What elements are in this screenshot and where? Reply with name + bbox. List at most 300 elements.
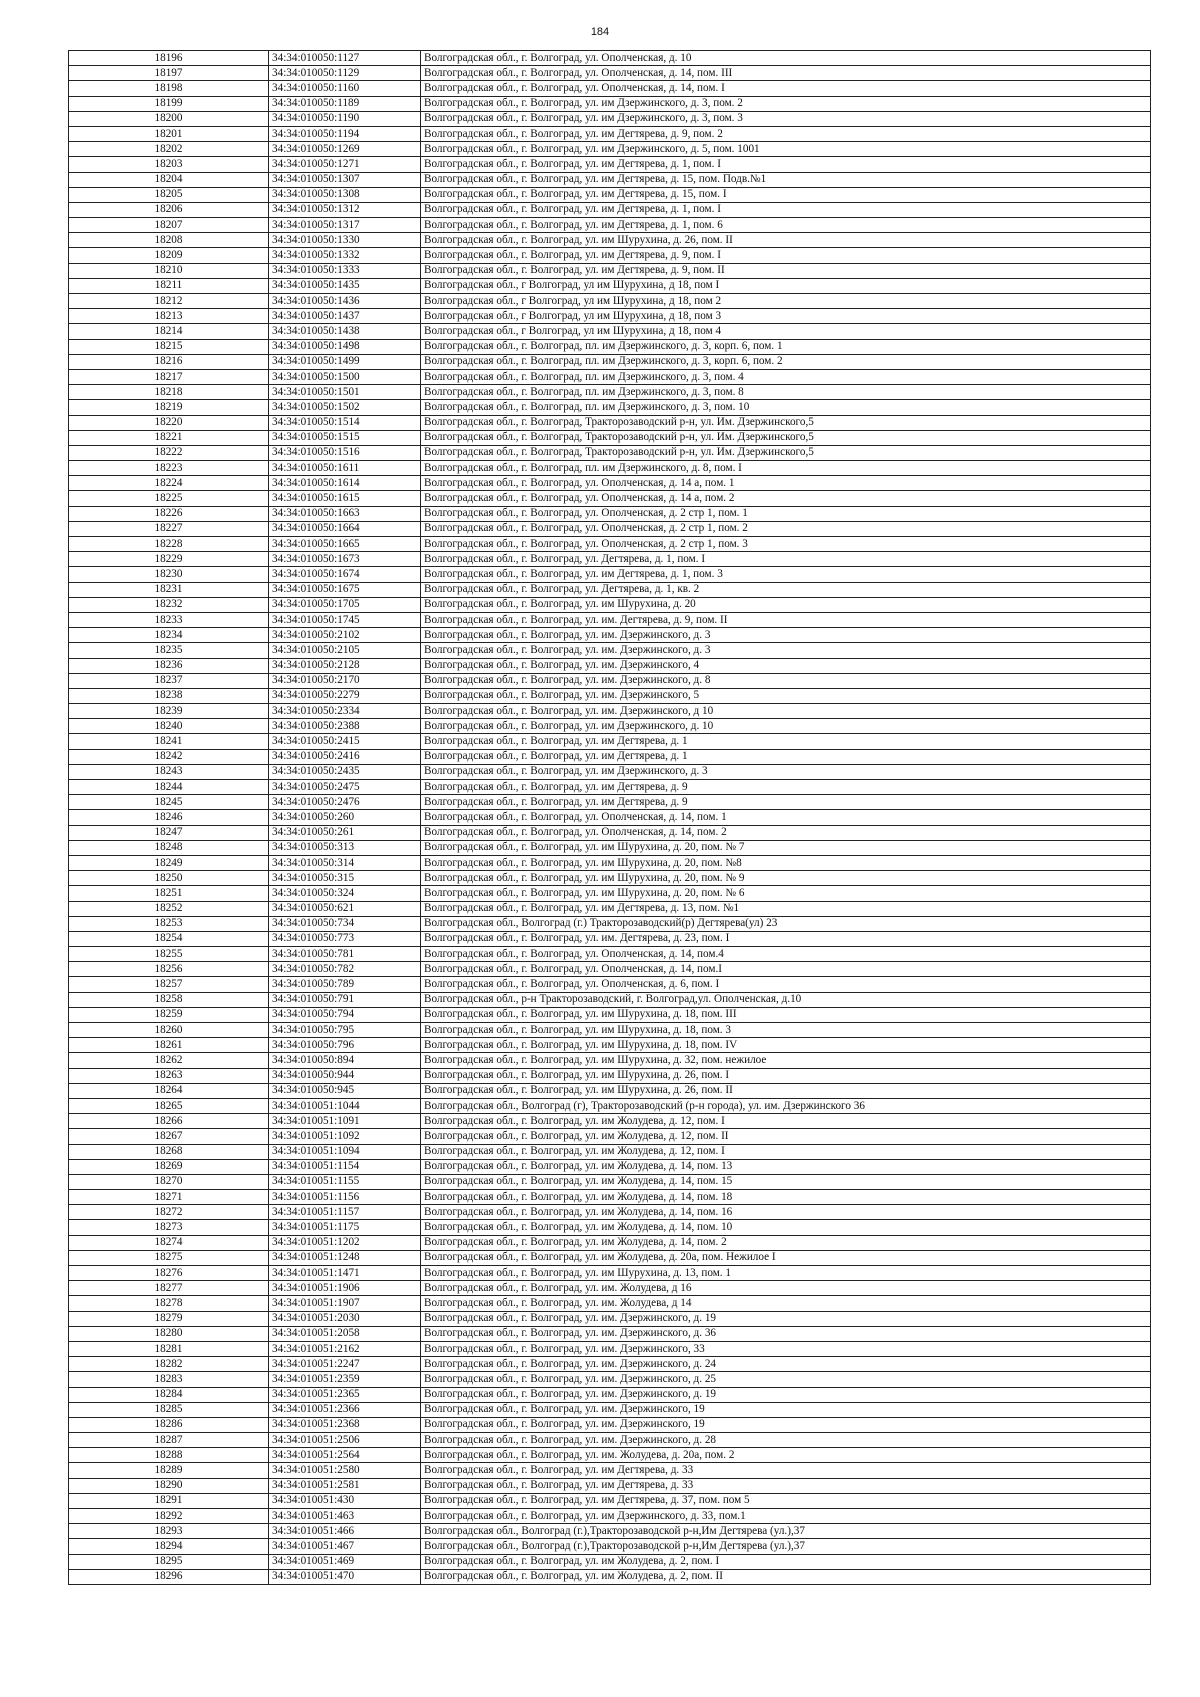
cadastral-number: 34:34:010051:1157: [269, 1205, 421, 1220]
row-number: 18249: [69, 855, 269, 870]
cadastral-number: 34:34:010050:314: [269, 855, 421, 870]
row-number: 18223: [69, 461, 269, 476]
cadastral-number: 34:34:010050:1502: [269, 400, 421, 415]
address: Волгоградская обл., г. Волгоград, ул. им Шурухина, д. 20, пом. № 6: [421, 886, 1151, 901]
table-row: [69, 202, 1151, 217]
cadastral-number: 34:34:010050:1307: [269, 172, 421, 187]
row-number: 18236: [69, 658, 269, 673]
table-row: [69, 582, 1151, 597]
cadastral-number: 34:34:010050:1190: [269, 111, 421, 126]
row-number: 18270: [69, 1174, 269, 1189]
row-number: 18288: [69, 1448, 269, 1463]
address: Волгоградская обл., г. Волгоград, ул. им Дегтярева, д. 15, пом. Подв.№1: [421, 172, 1151, 187]
address: Волгоградская обл., Волгоград (г.) Тракторозаводский(р) Дегтярева(ул) 23: [421, 916, 1151, 931]
row-number: 18241: [69, 734, 269, 749]
table-row: [69, 1266, 1151, 1281]
row-number: 18217: [69, 369, 269, 384]
cadastral-number: 34:34:010050:2476: [269, 795, 421, 810]
address: Волгоградская обл., г. Волгоград, ул. им Дзержинского, д. 10: [421, 719, 1151, 734]
table-row: [69, 96, 1151, 111]
cadastral-number: 34:34:010050:1189: [269, 96, 421, 111]
table-row: [69, 248, 1151, 263]
cadastral-number: 34:34:010050:1705: [269, 597, 421, 612]
table-row: [69, 1129, 1151, 1144]
row-number: 18280: [69, 1326, 269, 1341]
table-row: [69, 734, 1151, 749]
cadastral-number: 34:34:010050:1438: [269, 324, 421, 339]
row-number: 18263: [69, 1068, 269, 1083]
cadastral-number: 34:34:010050:773: [269, 931, 421, 946]
address: Волгоградская обл., г. Волгоград, ул. им. Жолудева, д 14: [421, 1296, 1151, 1311]
cadastral-number: 34:34:010050:324: [269, 886, 421, 901]
cadastral-number: 34:34:010050:1160: [269, 81, 421, 96]
row-number: 18276: [69, 1266, 269, 1281]
address: Волгоградская обл., г. Волгоград, ул. Ополченская, д. 6, пом. I: [421, 977, 1151, 992]
address: Волгоградская обл., г. Волгоград, ул. им. Жолудева, д. 20а, пом. 2: [421, 1448, 1151, 1463]
cadastral-number: 34:34:010050:2105: [269, 643, 421, 658]
row-number: 18272: [69, 1205, 269, 1220]
row-number: 18257: [69, 977, 269, 992]
cadastral-number: 34:34:010051:463: [269, 1509, 421, 1524]
address: Волгоградская обл., г. Волгоград, пл. им Дзержинского, д. 3, пом. 10: [421, 400, 1151, 415]
address: Волгоградская обл., г. Волгоград, ул. Ополченская, д. 14, пом.4: [421, 947, 1151, 962]
address: Волгоградская обл., г. Волгоград, Тракторозаводский р-н, ул. Им. Дзержинского,5: [421, 445, 1151, 460]
cadastral-number: 34:34:010051:1156: [269, 1190, 421, 1205]
table-row: [69, 187, 1151, 202]
row-number: 18286: [69, 1417, 269, 1432]
table-row: [69, 1038, 1151, 1053]
cadastral-number: 34:34:010050:2128: [269, 658, 421, 673]
table-row: [69, 688, 1151, 703]
cadastral-number: 34:34:010051:467: [269, 1539, 421, 1554]
table-row: [69, 931, 1151, 946]
row-number: 18265: [69, 1098, 269, 1113]
cadastral-number: 34:34:010050:1317: [269, 218, 421, 233]
row-number: 18228: [69, 537, 269, 552]
address: Волгоградская обл., г. Волгоград, ул. Ополченская, д. 2 стр 1, пом. 1: [421, 506, 1151, 521]
row-number: 18224: [69, 476, 269, 491]
cadastral-number: 34:34:010050:794: [269, 1007, 421, 1022]
address: Волгоградская обл., г Волгоград, ул им Шурухина, д 18, пом 4: [421, 324, 1151, 339]
address: Волгоградская обл., г. Волгоград, ул. им Жолудева, д. 14, пом. 10: [421, 1220, 1151, 1235]
cadastral-number: 34:34:010050:2388: [269, 719, 421, 734]
table-row: [69, 612, 1151, 627]
cadastral-number: 34:34:010051:1092: [269, 1129, 421, 1144]
cadastral-number: 34:34:010050:1435: [269, 278, 421, 293]
table-row: [69, 1433, 1151, 1448]
address: Волгоградская обл., г. Волгоград, ул. им. Дзержинского, д. 3: [421, 628, 1151, 643]
row-number: 18278: [69, 1296, 269, 1311]
table-row: [69, 172, 1151, 187]
cadastral-number: 34:34:010050:1514: [269, 415, 421, 430]
table-row: [69, 1448, 1151, 1463]
table-row: [69, 126, 1151, 141]
table-row: [69, 354, 1151, 369]
table-row: [69, 1569, 1151, 1584]
table-row: [69, 1539, 1151, 1554]
row-number: 18222: [69, 445, 269, 460]
row-number: 18232: [69, 597, 269, 612]
address: Волгоградская обл., г. Волгоград, ул. им Жолудева, д. 12, пом. I: [421, 1114, 1151, 1129]
address: Волгоградская обл., г. Волгоград, ул. им Шурухина, д. 18, пом. 3: [421, 1023, 1151, 1038]
table-row: [69, 218, 1151, 233]
table-row: [69, 278, 1151, 293]
row-number: 18267: [69, 1129, 269, 1144]
cadastral-number: 34:34:010050:1129: [269, 66, 421, 81]
address: Волгоградская обл., г. Волгоград, ул. им Дзержинского, д. 33, пом.1: [421, 1509, 1151, 1524]
address: Волгоградская обл., г Волгоград, ул им Шурухина, д 18, пом I: [421, 278, 1151, 293]
table-row: [69, 1235, 1151, 1250]
table-row: [69, 461, 1151, 476]
address: Волгоградская обл., г. Волгоград, ул. им Шурухина, д. 18, пом. III: [421, 1007, 1151, 1022]
address: Волгоградская обл., г. Волгоград, Тракторозаводский р-н, ул. Им. Дзержинского,5: [421, 415, 1151, 430]
table-row: [69, 233, 1151, 248]
row-number: 18247: [69, 825, 269, 840]
address: Волгоградская обл., г. Волгоград, ул. им. Дзержинского, д. 3: [421, 643, 1151, 658]
address: Волгоградская обл., г. Волгоград, ул. им. Дзержинского, д. 24: [421, 1357, 1151, 1372]
address: Волгоградская обл., г. Волгоград, ул. Ополченская, д. 2 стр 1, пом. 2: [421, 521, 1151, 536]
table-row: [69, 339, 1151, 354]
address: Волгоградская обл., г. Волгоград, ул. им. Дзержинского, д. 8: [421, 673, 1151, 688]
table-row: [69, 1357, 1151, 1372]
address: Волгоградская обл., г. Волгоград, ул. им Жолудева, д. 2, пом. II: [421, 1569, 1151, 1584]
address: Волгоградская обл., г. Волгоград, ул. Ополченская, д. 14, пом. III: [421, 66, 1151, 81]
address: Волгоградская обл., г. Волгоград, ул. им Дегтярева, д. 33: [421, 1478, 1151, 1493]
table-row: [69, 643, 1151, 658]
row-number: 18281: [69, 1341, 269, 1356]
table-row: [69, 506, 1151, 521]
address: Волгоградская обл., г. Волгоград, ул. им Шурухина, д. 20, пом. № 7: [421, 840, 1151, 855]
table-row: [69, 521, 1151, 536]
address: Волгоградская обл., г. Волгоград, ул. им Шурухина, д. 13, пом. 1: [421, 1266, 1151, 1281]
address: Волгоградская обл., г. Волгоград, ул. им. Дзержинского, д. 19: [421, 1311, 1151, 1326]
cadastral-number: 34:34:010051:1202: [269, 1235, 421, 1250]
row-number: 18245: [69, 795, 269, 810]
row-number: 18213: [69, 309, 269, 324]
cadastral-number: 34:34:010050:734: [269, 916, 421, 931]
row-number: 18197: [69, 66, 269, 81]
address: Волгоградская обл., г. Волгоград, ул. Дегтярева, д. 1, пом. I: [421, 552, 1151, 567]
row-number: 18275: [69, 1250, 269, 1265]
row-number: 18253: [69, 916, 269, 931]
table-row: [69, 855, 1151, 870]
table-row: [69, 1296, 1151, 1311]
address: Волгоградская обл., г. Волгоград, пл. им Дзержинского, д. 8, пом. I: [421, 461, 1151, 476]
row-number: 18252: [69, 901, 269, 916]
cadastral-number: 34:34:010051:1175: [269, 1220, 421, 1235]
cadastral-number: 34:34:010050:1673: [269, 552, 421, 567]
row-number: 18296: [69, 1569, 269, 1584]
table-row: [69, 1493, 1151, 1508]
row-number: 18287: [69, 1433, 269, 1448]
row-number: 18243: [69, 764, 269, 779]
row-number: 18294: [69, 1539, 269, 1554]
table-row: [69, 1098, 1151, 1113]
row-number: 18255: [69, 947, 269, 962]
cadastral-number: 34:34:010050:1436: [269, 294, 421, 309]
row-number: 18203: [69, 157, 269, 172]
address: Волгоградская обл., г. Волгоград, ул. Дегтярева, д. 1, кв. 2: [421, 582, 1151, 597]
row-number: 18206: [69, 202, 269, 217]
table-row: [69, 810, 1151, 825]
table-row: [69, 263, 1151, 278]
cadastral-number: 34:34:010050:1614: [269, 476, 421, 491]
row-number: 18234: [69, 628, 269, 643]
cadastral-number: 34:34:010050:1330: [269, 233, 421, 248]
row-number: 18244: [69, 780, 269, 795]
row-number: 18293: [69, 1524, 269, 1539]
address: Волгоградская обл., г. Волгоград, пл. им Дзержинского, д. 3, пом. 4: [421, 369, 1151, 384]
table-row: [69, 1402, 1151, 1417]
cadastral-number: 34:34:010050:260: [269, 810, 421, 825]
row-number: 18220: [69, 415, 269, 430]
cadastral-number: 34:34:010050:2102: [269, 628, 421, 643]
table-row: [69, 977, 1151, 992]
address: Волгоградская обл., г. Волгоград, ул. им Дегтярева, д. 9, пом. I: [421, 248, 1151, 263]
address: Волгоградская обл., г. Волгоград, ул. им Жолудева, д. 14, пом. 2: [421, 1235, 1151, 1250]
address: Волгоградская обл., г. Волгоград, ул. Ополченская, д. 14, пом.I: [421, 962, 1151, 977]
table-row: [69, 309, 1151, 324]
cadastral-number: 34:34:010050:894: [269, 1053, 421, 1068]
table-row: [69, 430, 1151, 445]
cadastral-number: 34:34:010051:2366: [269, 1402, 421, 1417]
address: Волгоградская обл., г. Волгоград, ул. им Дзержинского, д. 3, пом. 2: [421, 96, 1151, 111]
address: Волгоградская обл., г. Волгоград, ул. им Шурухина, д. 20, пом. №8: [421, 855, 1151, 870]
cadastral-number: 34:34:010050:781: [269, 947, 421, 962]
cadastral-number: 34:34:010051:1155: [269, 1174, 421, 1189]
table-row: [69, 1007, 1151, 1022]
address: Волгоградская обл., г. Волгоград, ул. им Шурухина, д. 26, пом. II: [421, 1083, 1151, 1098]
cadastral-number: 34:34:010050:1515: [269, 430, 421, 445]
address: Волгоградская обл., г. Волгоград, ул. им Дегтярева, д. 9, пом. II: [421, 263, 1151, 278]
cadastral-number: 34:34:010050:945: [269, 1083, 421, 1098]
table-row: [69, 476, 1151, 491]
cadastral-number: 34:34:010050:1675: [269, 582, 421, 597]
address: Волгоградская обл., г. Волгоград, ул. им. Дзержинского, д. 25: [421, 1372, 1151, 1387]
address: Волгоградская обл., г. Волгоград, ул. им Дегтярева, д. 1: [421, 734, 1151, 749]
address: Волгоградская обл., г. Волгоград, ул. им Дегтярева, д. 37, пом. пом 5: [421, 1493, 1151, 1508]
row-number: 18211: [69, 278, 269, 293]
address: Волгоградская обл., г. Волгоград, пл. им Дзержинского, д. 3, пом. 8: [421, 385, 1151, 400]
address: Волгоградская обл., Волгоград (г), Тракторозаводский (р-н города), ул. им. Дзержинского 36: [421, 1098, 1151, 1113]
row-number: 18216: [69, 354, 269, 369]
row-number: 18199: [69, 96, 269, 111]
table-row: [69, 1159, 1151, 1174]
row-number: 18229: [69, 552, 269, 567]
table-row: [69, 1205, 1151, 1220]
address: Волгоградская обл., г. Волгоград, ул. им Жолудева, д. 12, пом. II: [421, 1129, 1151, 1144]
row-number: 18284: [69, 1387, 269, 1402]
cadastral-number: 34:34:010050:261: [269, 825, 421, 840]
row-number: 18235: [69, 643, 269, 658]
address: Волгоградская обл., г. Волгоград, ул. им Шурухина, д. 18, пом. IV: [421, 1038, 1151, 1053]
table-row: [69, 51, 1151, 66]
table-row: [69, 1341, 1151, 1356]
address: Волгоградская обл., г. Волгоград, ул. Ополченская, д. 14 а, пом. 1: [421, 476, 1151, 491]
table-row: [69, 369, 1151, 384]
address: Волгоградская обл., г. Волгоград, ул. им Жолудева, д. 14, пом. 18: [421, 1190, 1151, 1205]
row-number: 18258: [69, 992, 269, 1007]
cadastral-number: 34:34:010051:1091: [269, 1114, 421, 1129]
cadastral-number: 34:34:010050:1615: [269, 491, 421, 506]
table-row: [69, 886, 1151, 901]
cadastral-number: 34:34:010050:1194: [269, 126, 421, 141]
cadastral-number: 34:34:010050:1664: [269, 521, 421, 536]
cadastral-number: 34:34:010050:1437: [269, 309, 421, 324]
cadastral-number: 34:34:010051:2506: [269, 1433, 421, 1448]
cadastral-number: 34:34:010050:1611: [269, 461, 421, 476]
row-number: 18225: [69, 491, 269, 506]
table-row: [69, 916, 1151, 931]
row-number: 18219: [69, 400, 269, 415]
table-row: [69, 1068, 1151, 1083]
address: Волгоградская обл., г. Волгоград, ул. им Шурухина, д. 32, пом. нежилое: [421, 1053, 1151, 1068]
row-number: 18240: [69, 719, 269, 734]
table-row: [69, 157, 1151, 172]
row-number: 18207: [69, 218, 269, 233]
cadastral-number: 34:34:010050:796: [269, 1038, 421, 1053]
cadastral-number: 34:34:010050:2415: [269, 734, 421, 749]
address: Волгоградская обл., г. Волгоград, ул. им. Дзержинского, д. 19: [421, 1387, 1151, 1402]
row-number: 18274: [69, 1235, 269, 1250]
address: Волгоградская обл., г. Волгоград, ул. Ополченская, д. 2 стр 1, пом. 3: [421, 537, 1151, 552]
address: Волгоградская обл., г. Волгоград, ул. им Дегтярева, д. 1: [421, 749, 1151, 764]
table-row: [69, 780, 1151, 795]
cadastral-number: 34:34:010050:2435: [269, 764, 421, 779]
table-row: [69, 66, 1151, 81]
cadastral-number: 34:34:010050:782: [269, 962, 421, 977]
row-number: 18266: [69, 1114, 269, 1129]
table-row: [69, 445, 1151, 460]
table-row: [69, 1478, 1151, 1493]
address: Волгоградская обл., г. Волгоград, ул. им Дзержинского, д. 5, пом. 1001: [421, 142, 1151, 157]
cadastral-number: 34:34:010051:430: [269, 1493, 421, 1508]
row-number: 18237: [69, 673, 269, 688]
table-row: [69, 1190, 1151, 1205]
cadastral-number: 34:34:010050:1499: [269, 354, 421, 369]
row-number: 18226: [69, 506, 269, 521]
cadastral-number: 34:34:010050:1500: [269, 369, 421, 384]
address: Волгоградская обл., г. Волгоград, ул. им Дегтярева, д. 15, пом. I: [421, 187, 1151, 202]
cadastral-number: 34:34:010050:2170: [269, 673, 421, 688]
row-number: 18248: [69, 840, 269, 855]
row-number: 18282: [69, 1357, 269, 1372]
row-number: 18196: [69, 51, 269, 66]
row-number: 18238: [69, 688, 269, 703]
row-number: 18218: [69, 385, 269, 400]
address: Волгоградская обл., г. Волгоград, ул. им Дегтярева, д. 1, пом. 3: [421, 567, 1151, 582]
row-number: 18260: [69, 1023, 269, 1038]
cadastral-number: 34:34:010051:2359: [269, 1372, 421, 1387]
table-row: [69, 1509, 1151, 1524]
address: Волгоградская обл., Волгоград (г.),Тракторозаводской р-н,Им Дегтярева (ул.),37: [421, 1539, 1151, 1554]
row-number: 18239: [69, 704, 269, 719]
address: Волгоградская обл., г. Волгоград, ул. им Дзержинского, д. 3: [421, 764, 1151, 779]
address: Волгоградская обл., г. Волгоград, ул. им Дегтярева, д. 1, пом. 6: [421, 218, 1151, 233]
address: Волгоградская обл., г. Волгоград, ул. Ополченская, д. 14, пом. 2: [421, 825, 1151, 840]
cadastral-number: 34:34:010051:2365: [269, 1387, 421, 1402]
cadastral-number: 34:34:010050:2475: [269, 780, 421, 795]
cadastral-number: 34:34:010050:795: [269, 1023, 421, 1038]
table-row: [69, 400, 1151, 415]
cadastral-number: 34:34:010050:1501: [269, 385, 421, 400]
cadastral-number: 34:34:010050:789: [269, 977, 421, 992]
address: Волгоградская обл., г. Волгоград, ул. им Дегтярева, д. 9, пом. 2: [421, 126, 1151, 141]
address: Волгоградская обл., г. Волгоград, ул. им Жолудева, д. 14, пом. 16: [421, 1205, 1151, 1220]
address: Волгоградская обл., г. Волгоград, ул. им. Жолудева, д 16: [421, 1281, 1151, 1296]
address: Волгоградская обл., г. Волгоград, ул. Ополченская, д. 14 а, пом. 2: [421, 491, 1151, 506]
address: Волгоградская обл., г. Волгоград, ул. им Жолудева, д. 20а, пом. Нежилое I: [421, 1250, 1151, 1265]
address: Волгоградская обл., г. Волгоград, ул. им Жолудева, д. 14, пом. 15: [421, 1174, 1151, 1189]
address: Волгоградская обл., г. Волгоград, ул. им. Дзержинского, 19: [421, 1402, 1151, 1417]
row-number: 18292: [69, 1509, 269, 1524]
table-row: [69, 947, 1151, 962]
row-number: 18246: [69, 810, 269, 825]
address: Волгоградская обл., р-н Тракторозаводский, г. Волгоград,ул. Ополченская, д.10: [421, 992, 1151, 1007]
row-number: 18215: [69, 339, 269, 354]
table-row: [69, 795, 1151, 810]
table-row: [69, 1281, 1151, 1296]
table-row: [69, 1311, 1151, 1326]
row-number: 18205: [69, 187, 269, 202]
cadastral-number: 34:34:010050:1269: [269, 142, 421, 157]
row-number: 18277: [69, 1281, 269, 1296]
table-row: [69, 992, 1151, 1007]
address: Волгоградская обл., г. Волгоград, ул. им Дегтярева, д. 1, пом. I: [421, 157, 1151, 172]
address: Волгоградская обл., г. Волгоград, ул. им. Дзержинского, 4: [421, 658, 1151, 673]
table-row: [69, 324, 1151, 339]
table-row: [69, 901, 1151, 916]
row-number: 18202: [69, 142, 269, 157]
address: Волгоградская обл., г. Волгоград, ул. им. Дегтярева, д. 23, пом. I: [421, 931, 1151, 946]
address: Волгоградская обл., г Волгоград, ул им Шурухина, д 18, пом 3: [421, 309, 1151, 324]
address: Волгоградская обл., г. Волгоград, ул. им. Дзержинского, 19: [421, 1417, 1151, 1432]
cadastral-number: 34:34:010051:1471: [269, 1266, 421, 1281]
row-number: 18200: [69, 111, 269, 126]
cadastral-number: 34:34:010051:2580: [269, 1463, 421, 1478]
table-row: [69, 385, 1151, 400]
cadastral-number: 34:34:010051:2564: [269, 1448, 421, 1463]
cadastral-number: 34:34:010051:2030: [269, 1311, 421, 1326]
address: Волгоградская обл., г. Волгоград, ул. Ополченская, д. 10: [421, 51, 1151, 66]
address: Волгоградская обл., г. Волгоград, ул. им. Дзержинского, д 10: [421, 704, 1151, 719]
row-number: 18289: [69, 1463, 269, 1478]
table-row: [69, 1387, 1151, 1402]
table-row: [69, 1144, 1151, 1159]
row-number: 18256: [69, 962, 269, 977]
row-number: 18291: [69, 1493, 269, 1508]
address: Волгоградская обл., г. Волгоград, ул. им. Дзержинского, д. 28: [421, 1433, 1151, 1448]
table-row: [69, 111, 1151, 126]
table-row: [69, 1023, 1151, 1038]
address: Волгоградская обл., г. Волгоград, Тракторозаводский р-н, ул. Им. Дзержинского,5: [421, 430, 1151, 445]
table-row: [69, 658, 1151, 673]
cadastral-number: 34:34:010051:1906: [269, 1281, 421, 1296]
cadastral-number: 34:34:010050:1663: [269, 506, 421, 521]
cadastral-number: 34:34:010050:944: [269, 1068, 421, 1083]
table-row: [69, 1524, 1151, 1539]
cadastral-number: 34:34:010050:2279: [269, 688, 421, 703]
cadastral-number: 34:34:010050:1665: [269, 537, 421, 552]
address: Волгоградская обл., г. Волгоград, ул. им Дегтярева, д. 9: [421, 795, 1151, 810]
table-row: [69, 1083, 1151, 1098]
row-number: 18279: [69, 1311, 269, 1326]
cadastral-number: 34:34:010050:315: [269, 871, 421, 886]
table-row: [69, 1114, 1151, 1129]
table-row: [69, 81, 1151, 96]
row-number: 18273: [69, 1220, 269, 1235]
address: Волгоградская обл., г. Волгоград, ул. им Шурухина, д. 26, пом. II: [421, 233, 1151, 248]
